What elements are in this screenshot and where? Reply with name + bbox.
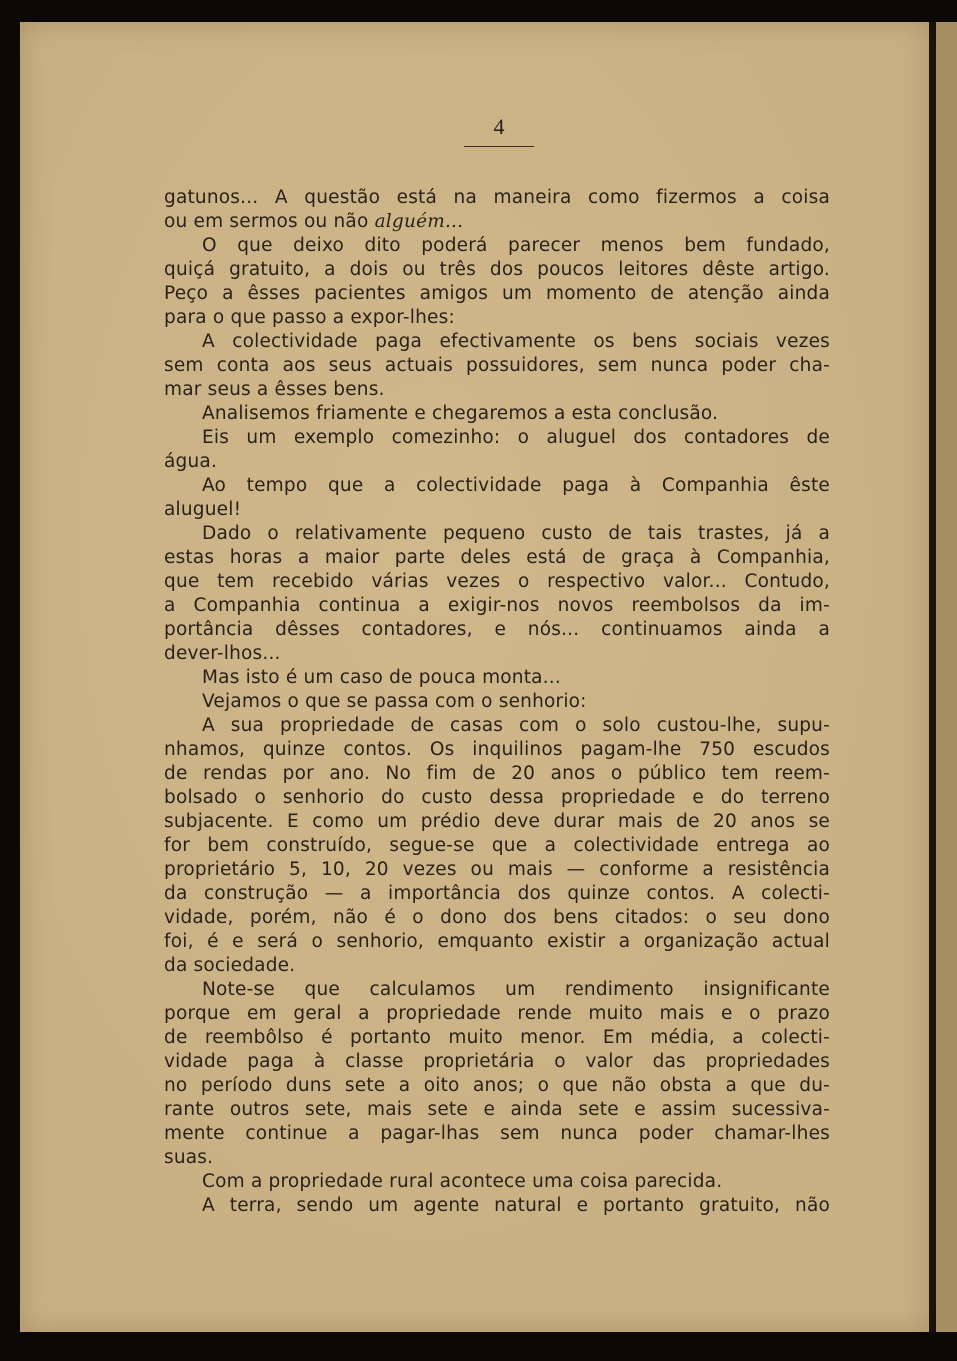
text-line-content: ou em sermos ou não xyxy=(164,211,375,232)
text-line-content: aluguel! xyxy=(164,499,242,520)
text-line xyxy=(164,354,830,378)
text-line-content: bolsado o senhorio do custo dessa propriedade e do terreno xyxy=(164,787,830,808)
text-line xyxy=(164,258,830,282)
text-line xyxy=(164,690,830,714)
text-line xyxy=(164,1050,830,1074)
text-line-content: rante outros sete, mais sete e ainda sete e assim sucessiva- xyxy=(164,1099,830,1120)
text-line xyxy=(164,474,830,498)
text-line-content: vidade paga à classe proprietária o valor das propriedades xyxy=(164,1051,830,1072)
text-line-content: portância dêsses contadores, e nós... continuamos ainda a xyxy=(164,619,830,640)
text-line-content: mente continue a pagar-lhas sem nunca poder chamar-lhes xyxy=(164,1123,830,1144)
text-line-content: O que deixo dito poderá parecer menos bem fundado, xyxy=(202,235,830,256)
text-line-content: nhamos, quinze contos. Os inquilinos pagam-lhe 750 escudos xyxy=(164,739,830,760)
text-line-content: suas. xyxy=(164,1147,214,1168)
text-line xyxy=(164,1122,830,1146)
text-line-content: foi, é e será o senhorio, emquanto existir a organização actual xyxy=(164,931,830,952)
text-line-content: Ao tempo que a colectividade paga à Companhia êste xyxy=(202,475,830,496)
text-line-content: da sociedade. xyxy=(164,955,296,976)
text-line-content: Mas isto é um caso de pouca monta... xyxy=(202,667,561,688)
book-gutter xyxy=(929,22,936,1332)
text-line-content: água. xyxy=(164,451,218,472)
text-line-content: A colectividade paga efectivamente os bens sociais vezes xyxy=(202,331,830,352)
text-line xyxy=(164,618,830,642)
book-page xyxy=(20,22,929,1332)
text-line xyxy=(164,1098,830,1122)
text-line-content: Note-se que calculamos um rendimento insignificante xyxy=(202,979,830,1000)
text-line xyxy=(164,570,830,594)
text-line-content: Analisemos friamente e chegaremos a esta conclusão. xyxy=(202,403,719,424)
text-line xyxy=(164,642,830,666)
text-line xyxy=(164,978,830,1002)
text-line xyxy=(164,210,830,234)
text-line xyxy=(164,378,830,402)
text-line xyxy=(164,810,830,834)
text-line xyxy=(164,786,830,810)
text-line xyxy=(164,402,830,426)
text-line-content: subjacente. E como um prédio deve durar mais de 20 anos se xyxy=(164,811,830,832)
text-line xyxy=(164,498,830,522)
text-line-content: A sua propriedade de casas com o solo custou-lhe, supu- xyxy=(202,715,830,736)
text-line xyxy=(164,1074,830,1098)
text-line xyxy=(164,426,830,450)
text-line-content: sem conta aos seus actuais possuidores, sem nunca poder cha- xyxy=(164,355,830,376)
text-line xyxy=(164,546,830,570)
text-line xyxy=(164,1170,830,1194)
text-line-content: da construção — a importância dos quinze contos. A colecti- xyxy=(164,883,830,904)
text-line xyxy=(164,666,830,690)
text-line-content: Peço a êsses pacientes amigos um momento de atenção ainda xyxy=(164,283,830,304)
text-line xyxy=(164,234,830,258)
text-line xyxy=(164,594,830,618)
body-text xyxy=(164,186,830,1218)
page-number: 4 xyxy=(493,114,505,139)
text-line xyxy=(164,282,830,306)
text-line xyxy=(164,522,830,546)
text-line xyxy=(164,738,830,762)
text-line-content: Vejamos o que se passa com o senhorio: xyxy=(202,691,587,712)
text-line-content: proprietário 5, 10, 20 vezes ou mais — conforme a resistência xyxy=(164,859,830,880)
text-line-content: quiçá gratuito, a dois ou três dos poucos leitores dêste artigo. xyxy=(164,259,830,280)
text-line xyxy=(164,954,830,978)
text-line-content: vidade, porém, não é o dono dos bens citados: o seu dono xyxy=(164,907,830,928)
text-line xyxy=(164,306,830,330)
text-line xyxy=(164,834,830,858)
text-line-content: gatunos... A questão está na maneira como fizermos a coisa xyxy=(164,187,830,208)
adjacent-page-edge xyxy=(936,22,957,1332)
text-line xyxy=(164,450,830,474)
page-number-rule xyxy=(464,146,534,147)
text-line xyxy=(164,930,830,954)
text-line-content: Eis um exemplo comezinho: o aluguel dos contadores de xyxy=(202,427,830,448)
text-line xyxy=(164,1002,830,1026)
text-line xyxy=(164,882,830,906)
text-line xyxy=(164,330,830,354)
text-line-content: que tem recebido várias vezes o respectivo valor... Contudo, xyxy=(164,571,830,592)
text-line xyxy=(164,762,830,786)
text-line xyxy=(164,1146,830,1170)
text-line xyxy=(164,186,830,210)
text-line-content: dever-lhos... xyxy=(164,643,281,664)
text-line xyxy=(164,906,830,930)
text-line-content: A terra, sendo um agente natural e portanto gratuito, não xyxy=(202,1195,830,1216)
text-line xyxy=(164,714,830,738)
text-line-content: mar seus a êsses bens. xyxy=(164,379,385,400)
text-line xyxy=(164,858,830,882)
text-line-content: for bem construído, segue-se que a colectividade entrega ao xyxy=(164,835,830,856)
text-line-content: no período duns sete a oito anos; o que não obsta a que du- xyxy=(164,1075,830,1096)
text-line-content: Com a propriedade rural acontece uma coisa parecida. xyxy=(202,1171,723,1192)
text-line-content: estas horas a maior parte deles está de graça à Companhia, xyxy=(164,547,830,568)
text-line-content: para o que passo a expor-lhes: xyxy=(164,307,455,328)
text-line-content: Dado o relativamente pequeno custo de tais trastes, já a xyxy=(202,523,830,544)
text-line-content: de rendas por ano. No fim de 20 anos o público tem reem- xyxy=(164,763,830,784)
text-line-content: porque em geral a propriedade rende muito mais e o prazo xyxy=(164,1003,830,1024)
text-line xyxy=(164,1194,830,1218)
italic-emphasis: alguém... xyxy=(374,211,464,232)
text-line-content: a Companhia continua a exigir-nos novos reembolsos da im- xyxy=(164,595,830,616)
text-line xyxy=(164,1026,830,1050)
text-line-content: de reembôlso é portanto muito menor. Em média, a colecti- xyxy=(164,1027,830,1048)
